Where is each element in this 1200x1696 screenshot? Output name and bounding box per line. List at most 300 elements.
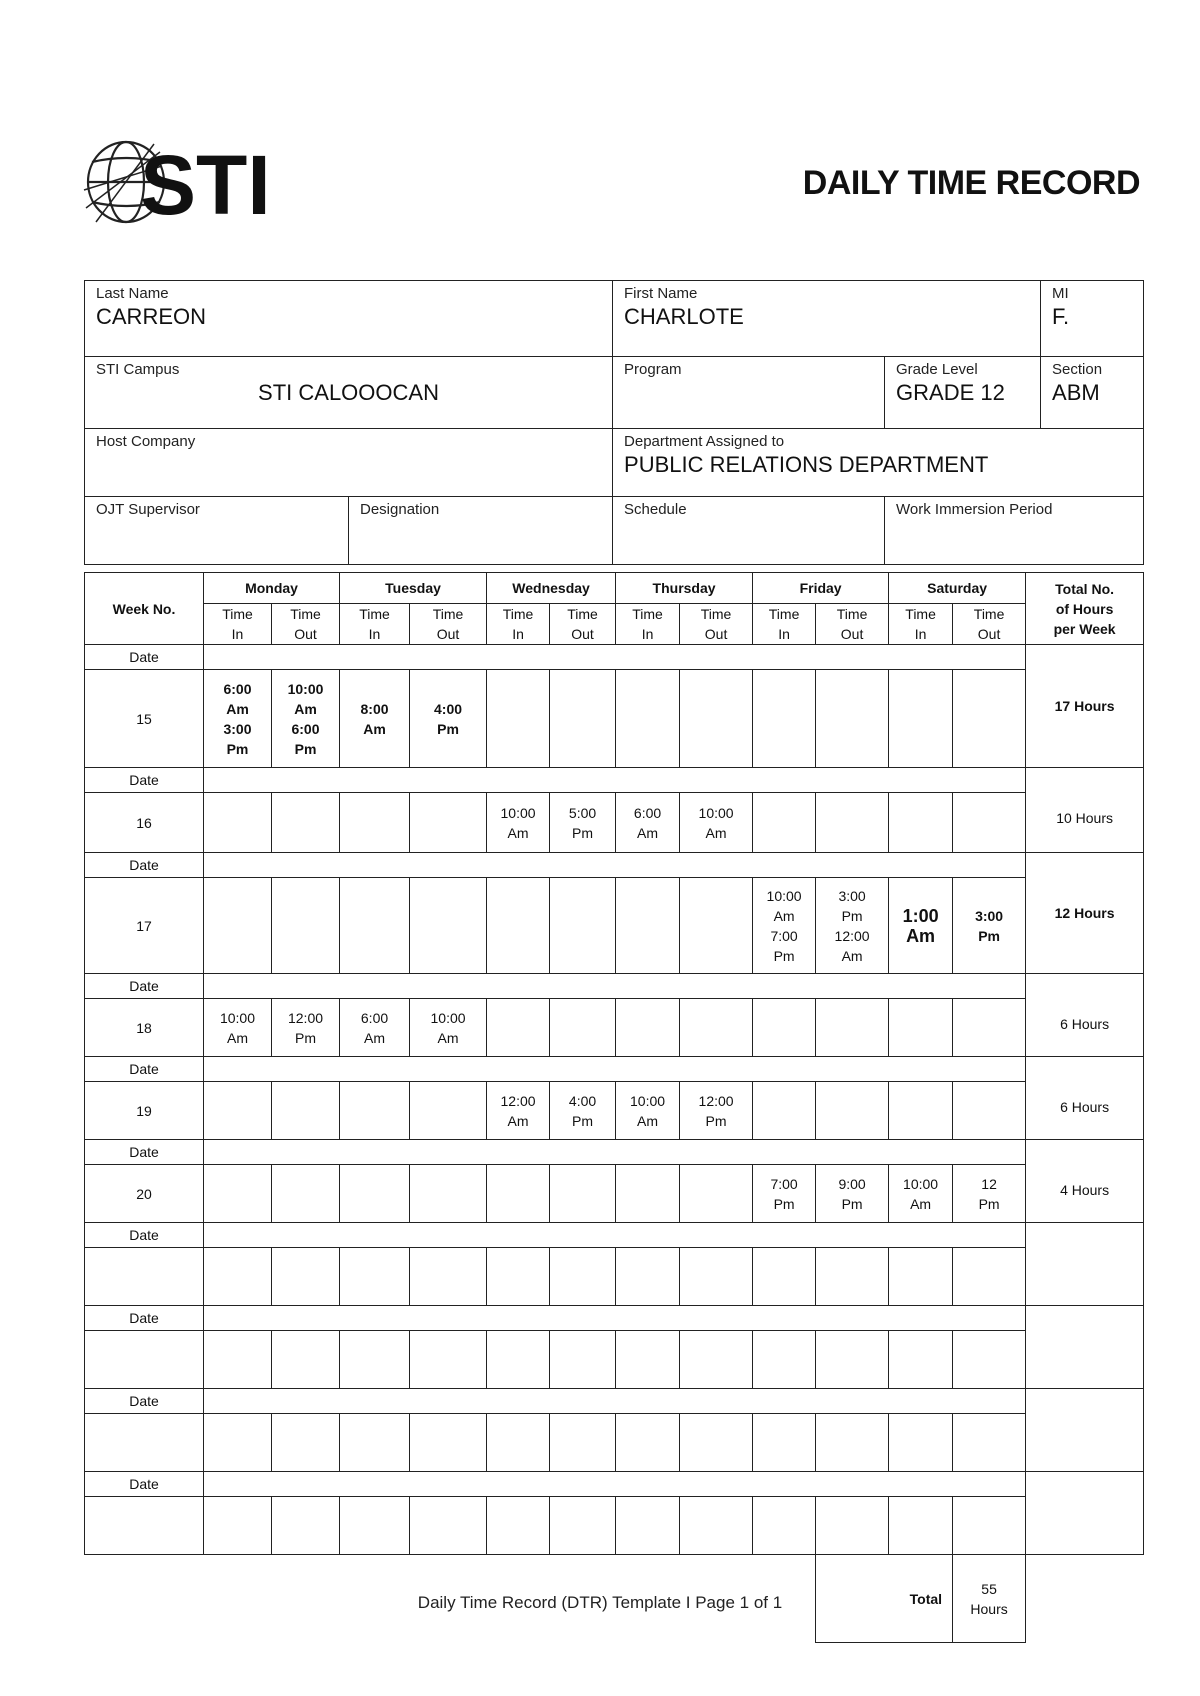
time-cell	[616, 1082, 680, 1140]
week-number: 19	[85, 1082, 204, 1140]
date-span-cell	[204, 1057, 1026, 1082]
time-cell	[953, 1414, 1026, 1472]
time-cell	[753, 1414, 816, 1472]
time-cell	[340, 670, 410, 768]
time-cell	[204, 878, 272, 974]
time-label: Time	[567, 606, 598, 622]
time-value: Pm	[773, 1195, 795, 1212]
time-value: 4:00	[568, 1092, 597, 1109]
time-cell	[753, 1248, 816, 1306]
sti-logo	[82, 130, 282, 236]
time-cell	[953, 1331, 1026, 1389]
time-out-header	[953, 604, 1026, 645]
week-total-hours	[1026, 1389, 1144, 1472]
time-cell	[816, 1248, 889, 1306]
day-header-monday: Monday	[204, 573, 340, 604]
date-span-cell	[204, 1140, 1026, 1165]
in-label: In	[368, 626, 381, 642]
time-cell	[272, 1497, 340, 1555]
week-number: 18	[85, 999, 204, 1057]
time-cell	[410, 1082, 487, 1140]
time-value: Am	[226, 700, 249, 717]
time-value: 12	[981, 1175, 997, 1192]
time-cell	[816, 878, 889, 974]
time-cell	[340, 999, 410, 1057]
time-cell	[340, 1082, 410, 1140]
time-cell	[410, 1248, 487, 1306]
time-in-header	[616, 604, 680, 645]
total-hours-header-line: Total No.	[1055, 580, 1115, 597]
time-value: 6:00	[223, 680, 252, 697]
host-company-value	[85, 450, 612, 452]
time-cell	[410, 999, 487, 1057]
out-label: Out	[977, 626, 1001, 642]
time-cell	[753, 1497, 816, 1555]
day-header-saturday: Saturday	[889, 573, 1026, 604]
time-value: 10:00	[430, 1009, 466, 1026]
time-value: Am	[773, 907, 795, 924]
time-value: Pm	[773, 947, 795, 964]
grade-label: Grade Level	[896, 361, 978, 378]
time-cell	[340, 1248, 410, 1306]
time-cell	[616, 670, 680, 768]
time-cell	[204, 1165, 272, 1223]
mi-label: MI	[1052, 285, 1069, 302]
time-cell	[616, 878, 680, 974]
time-cell	[272, 1248, 340, 1306]
day-header-tuesday: Tuesday	[340, 573, 487, 604]
date-label: Date	[85, 1306, 204, 1331]
time-cell	[340, 1331, 410, 1389]
out-label: Out	[294, 626, 317, 642]
time-cell	[680, 1082, 753, 1140]
time-cell	[889, 1248, 953, 1306]
time-label: Time	[836, 606, 868, 622]
time-cell	[487, 793, 550, 853]
date-label: Date	[85, 974, 204, 999]
time-value: Am	[705, 824, 727, 841]
week-total-hours	[1026, 1306, 1144, 1389]
week-number	[85, 1331, 204, 1389]
page-footer: Daily Time Record (DTR) Template I Page 1 of 1	[417, 1593, 783, 1612]
time-cell	[410, 878, 487, 974]
campus-cell	[85, 357, 613, 429]
time-cell	[616, 1248, 680, 1306]
in-label: In	[778, 626, 790, 642]
time-value: Am	[507, 1112, 529, 1129]
time-cell	[204, 999, 272, 1057]
time-cell	[272, 1165, 340, 1223]
week-number	[85, 1497, 204, 1555]
time-cell	[487, 1331, 550, 1389]
week-number	[85, 1248, 204, 1306]
time-value: 12:00	[287, 1009, 324, 1026]
time-value: 9:00	[838, 1175, 866, 1192]
immersion-period-cell	[885, 497, 1144, 565]
time-cell	[410, 1331, 487, 1389]
time-cell	[616, 1497, 680, 1555]
week-total-hours	[1026, 1223, 1144, 1306]
time-in-header	[340, 604, 410, 645]
grade-cell	[885, 357, 1041, 429]
time-cell	[953, 999, 1026, 1057]
time-cell	[889, 670, 953, 768]
week-total-hours: 6 Hours	[1026, 974, 1144, 1057]
date-label: Date	[85, 1389, 204, 1414]
time-value: 10:00	[500, 804, 536, 821]
time-cell	[889, 1082, 953, 1140]
time-cell	[550, 1165, 616, 1223]
week-total-hours: 12 Hours	[1026, 853, 1144, 974]
last-name-label: Last Name	[96, 285, 169, 302]
week-total-hours: 6 Hours	[1026, 1057, 1144, 1140]
time-cell	[340, 1165, 410, 1223]
host-company-cell	[85, 429, 613, 497]
first-name-value: CHARLOTE	[624, 304, 744, 329]
time-cell	[680, 670, 753, 768]
time-cell	[487, 1165, 550, 1223]
time-value: Am	[227, 1029, 248, 1046]
last-name-cell	[85, 281, 613, 357]
time-value: 3:00	[838, 887, 866, 904]
week-total-hours: 10 Hours	[1026, 768, 1144, 853]
time-value: Am	[637, 1112, 659, 1129]
time-cell	[550, 793, 616, 853]
time-cell	[550, 670, 616, 768]
time-value: 7:00	[770, 927, 798, 944]
in-label: In	[231, 626, 244, 642]
time-out-header	[272, 604, 340, 645]
time-cell	[889, 1414, 953, 1472]
mi-value: F.	[1052, 304, 1070, 329]
out-label: Out	[840, 626, 864, 642]
grand-total-label: Total	[816, 1555, 953, 1643]
time-label: Time	[359, 606, 390, 622]
time-value: 10:00	[287, 680, 324, 697]
time-cell	[680, 1248, 753, 1306]
time-cell	[753, 1165, 816, 1223]
date-label: Date	[85, 1223, 204, 1248]
time-value: 5:00	[568, 804, 597, 821]
time-cell	[340, 793, 410, 853]
grand-total-line: 55	[981, 1580, 997, 1597]
time-cell	[410, 1414, 487, 1472]
time-value: Pm	[978, 1195, 1000, 1212]
section-cell	[1041, 357, 1144, 429]
time-cell	[816, 793, 889, 853]
date-span-cell	[204, 853, 1026, 878]
date-label: Date	[85, 1472, 204, 1497]
time-out-header	[816, 604, 889, 645]
time-cell	[889, 1331, 953, 1389]
department-cell	[613, 429, 1144, 497]
time-value: 6:00	[633, 804, 662, 821]
date-span-cell	[204, 1306, 1026, 1331]
total-hours-header-line: of Hours	[1055, 600, 1114, 617]
date-span-cell	[204, 1389, 1026, 1414]
time-in-header	[889, 604, 953, 645]
mi-cell	[1041, 281, 1144, 357]
time-value: Am	[841, 947, 863, 964]
time-cell	[487, 1082, 550, 1140]
time-cell	[953, 1248, 1026, 1306]
time-cell	[550, 1082, 616, 1140]
time-value: 10:00	[219, 1009, 256, 1026]
time-cell	[753, 1331, 816, 1389]
time-cell	[753, 878, 816, 974]
time-cell	[487, 670, 550, 768]
time-cell	[272, 793, 340, 853]
time-value: 10:00	[766, 887, 802, 904]
time-value: 6:00	[291, 720, 320, 737]
last-name-value: CARREON	[96, 304, 207, 329]
time-value: Pm	[841, 907, 863, 924]
time-value: 10:00	[630, 1092, 666, 1109]
time-value: Am	[637, 824, 659, 841]
time-cell	[204, 1331, 272, 1389]
time-cell	[680, 1497, 753, 1555]
time-cell	[550, 1248, 616, 1306]
document-title: DAILY TIME RECORD	[802, 164, 1140, 202]
out-label: Out	[704, 626, 728, 642]
time-cell	[953, 1497, 1026, 1555]
date-span-cell	[204, 974, 1026, 999]
time-label: Time	[432, 606, 464, 622]
time-cell	[272, 670, 340, 768]
time-label: Time	[768, 606, 800, 622]
time-cell	[550, 1497, 616, 1555]
time-cell	[204, 1414, 272, 1472]
week-number: 16	[85, 793, 204, 853]
time-in-header	[753, 604, 816, 645]
total-hours-header	[1026, 573, 1144, 645]
time-cell	[340, 878, 410, 974]
time-cell	[680, 878, 753, 974]
schedule-cell	[613, 497, 885, 565]
time-cell	[680, 999, 753, 1057]
time-cell	[272, 1331, 340, 1389]
time-cell	[204, 1082, 272, 1140]
time-value: Am	[906, 925, 936, 946]
time-cell	[680, 1165, 753, 1223]
time-cell	[753, 1082, 816, 1140]
time-value: 4:00	[434, 700, 463, 717]
time-cell	[680, 1331, 753, 1389]
time-label: Time	[973, 606, 1005, 622]
time-cell	[953, 670, 1026, 768]
time-cell	[616, 1414, 680, 1472]
time-cell	[816, 1331, 889, 1389]
time-cell	[889, 1165, 953, 1223]
time-value: 7:00	[770, 1175, 798, 1192]
week-total-hours	[1026, 1472, 1144, 1555]
time-cell	[953, 1165, 1026, 1223]
time-cell	[753, 670, 816, 768]
time-cell	[487, 999, 550, 1057]
day-header-wednesday: Wednesday	[487, 573, 616, 604]
time-label: Time	[700, 606, 732, 622]
date-span-cell	[204, 768, 1026, 793]
designation-cell	[349, 497, 613, 565]
time-value: 12:00	[500, 1092, 536, 1109]
in-label: In	[914, 626, 927, 642]
time-cell	[272, 1082, 340, 1140]
date-label: Date	[85, 853, 204, 878]
time-cell	[340, 1497, 410, 1555]
time-cell	[550, 999, 616, 1057]
date-label: Date	[85, 1140, 204, 1165]
time-value: Pm	[437, 720, 459, 737]
time-value: 12:00	[834, 927, 870, 944]
week-total-hours: 4 Hours	[1026, 1140, 1144, 1223]
time-cell	[410, 1497, 487, 1555]
campus-label: STI Campus	[96, 361, 180, 378]
time-value: Pm	[705, 1112, 727, 1129]
department-value: PUBLIC RELATIONS DEPARTMENT	[624, 452, 989, 477]
week-no-header: Week No.	[85, 573, 204, 645]
out-label: Out	[436, 626, 460, 642]
date-span-cell	[204, 1472, 1026, 1497]
svg-text:STI: STI	[140, 138, 271, 232]
date-label: Date	[85, 1057, 204, 1082]
time-cell	[953, 1082, 1026, 1140]
date-label: Date	[85, 645, 204, 670]
time-value: Pm	[295, 1029, 316, 1046]
host-company-label: Host Company	[96, 433, 196, 450]
time-cell	[816, 1165, 889, 1223]
time-in-header	[487, 604, 550, 645]
grade-value: GRADE 12	[896, 380, 1005, 405]
time-value: 1:00	[902, 905, 939, 926]
time-cell	[616, 1331, 680, 1389]
time-cell	[953, 878, 1026, 974]
time-value: Pm	[572, 824, 594, 841]
time-cell	[680, 793, 753, 853]
time-value: Am	[363, 720, 386, 737]
in-label: In	[641, 626, 654, 642]
time-out-header	[550, 604, 616, 645]
time-label: Time	[502, 606, 534, 622]
time-value: Am	[437, 1029, 459, 1046]
time-cell	[816, 1082, 889, 1140]
total-hours-header-line: per Week	[1053, 620, 1116, 637]
time-cell	[204, 1497, 272, 1555]
time-cell	[616, 793, 680, 853]
time-cell	[204, 670, 272, 768]
time-cell	[616, 1165, 680, 1223]
time-value: Pm	[572, 1112, 594, 1129]
time-cell	[272, 1414, 340, 1472]
time-value: Am	[364, 1029, 386, 1046]
time-cell	[889, 1497, 953, 1555]
time-cell	[616, 999, 680, 1057]
time-value: 8:00	[360, 700, 389, 717]
time-out-header	[410, 604, 487, 645]
department-label: Department Assigned to	[624, 433, 785, 450]
time-cell	[204, 1248, 272, 1306]
time-value: 10:00	[698, 804, 734, 821]
date-label: Date	[85, 768, 204, 793]
program-label: Program	[624, 361, 682, 378]
time-cell	[753, 999, 816, 1057]
time-value: Am	[507, 824, 529, 841]
time-cell	[816, 670, 889, 768]
time-cell	[550, 1414, 616, 1472]
time-cell	[410, 793, 487, 853]
time-cell	[410, 1165, 487, 1223]
time-label: Time	[905, 606, 936, 622]
time-cell	[487, 1248, 550, 1306]
time-value: Pm	[841, 1195, 863, 1212]
time-cell	[816, 1497, 889, 1555]
immersion-period-label: Work Immersion Period	[896, 501, 1053, 518]
time-value: Pm	[226, 740, 249, 757]
schedule-label: Schedule	[624, 501, 687, 518]
time-out-header	[680, 604, 753, 645]
time-cell	[889, 999, 953, 1057]
grand-total-line: Hours	[970, 1600, 1008, 1617]
week-total-hours: 17 Hours	[1026, 645, 1144, 768]
time-cell	[816, 1414, 889, 1472]
week-number	[85, 1414, 204, 1472]
time-value: Pm	[978, 927, 1000, 944]
section-value: ABM	[1052, 380, 1100, 405]
time-cell	[204, 793, 272, 853]
day-header-thursday: Thursday	[616, 573, 753, 604]
time-value: Pm	[294, 740, 317, 757]
student-info-table	[84, 280, 1144, 565]
time-value: 10:00	[903, 1175, 939, 1192]
in-label: In	[512, 626, 524, 642]
time-cell	[816, 999, 889, 1057]
time-cell	[487, 1414, 550, 1472]
week-number: 15	[85, 670, 204, 768]
time-cell	[889, 878, 953, 974]
time-in-header	[204, 604, 272, 645]
time-value: 3:00	[223, 720, 252, 737]
week-number: 17	[85, 878, 204, 974]
time-cell	[272, 878, 340, 974]
supervisor-label: OJT Supervisor	[96, 501, 200, 518]
section-label: Section	[1052, 361, 1103, 378]
time-cell	[753, 793, 816, 853]
time-cell	[272, 999, 340, 1057]
time-value: Am	[294, 700, 317, 717]
designation-label: Designation	[360, 501, 440, 518]
time-cell	[487, 1497, 550, 1555]
time-cell	[550, 1331, 616, 1389]
supervisor-cell	[85, 497, 349, 565]
program-cell	[613, 357, 885, 429]
first-name-label: First Name	[624, 285, 698, 302]
date-span-cell	[204, 645, 1026, 670]
week-number: 20	[85, 1165, 204, 1223]
date-span-cell	[204, 1223, 1026, 1248]
time-cell	[953, 793, 1026, 853]
time-cell	[487, 878, 550, 974]
time-label: Time	[632, 606, 663, 622]
time-value: Am	[910, 1195, 932, 1212]
time-value: 12:00	[698, 1092, 734, 1109]
time-label: Time	[290, 606, 321, 622]
attendance-table	[84, 572, 1144, 1643]
time-cell	[410, 670, 487, 768]
time-cell	[550, 878, 616, 974]
time-value: 3:00	[975, 907, 1004, 924]
campus-value: STI CALOOOCAN	[258, 380, 439, 405]
out-label: Out	[571, 626, 594, 642]
time-label: Time	[222, 606, 253, 622]
